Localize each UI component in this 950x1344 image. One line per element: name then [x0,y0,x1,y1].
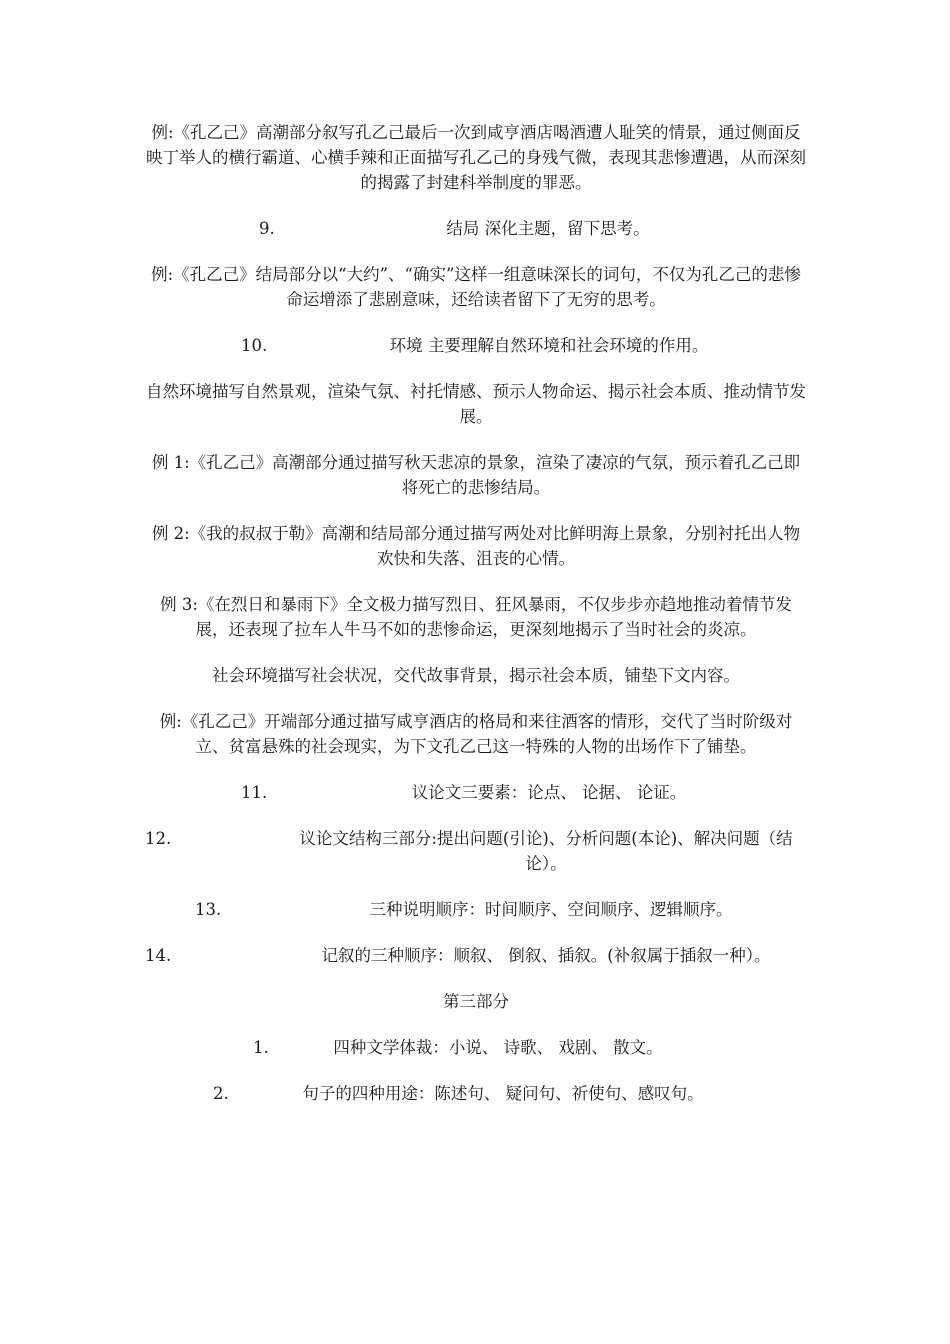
paragraph-kongyiji-climax: 例:《孔乙己》高潮部分叙写孔乙己最后一次到咸亨酒店喝酒遭人耻笑的情景，通过侧面反映丁举人的横行霸道、心横手辣和正面描写孔乙己的身残气微，表现其悲惨遭遇，从而深刻的揭露了封建科举制度的罪恶。 [146,123,806,192]
item-11 [145,780,807,805]
paragraph-example-1: 例 1:《孔乙己》高潮部分通过描写秋天悲凉的景象，渲染了凄凉的气氛，预示着孔乙己即将死亡的悲惨结局。 [151,453,801,497]
item-number: 11. [241,783,268,802]
item-number: 9. [259,219,275,238]
section-title: 第三部分 [443,992,509,1011]
paragraph-example-3: 例 3:《在烈日和暴雨下》全文极力描写烈日、狂风暴雨，不仅步步亦趋地推动着情节发展，还表现了拉车人牛马不如的悲惨命运，更深刻地揭示了当时社会的炎凉。 [160,595,792,639]
item-text: 议论文结构三部分:提出问题(引论)、分析问题(本论)、解决问题（结论）。 [299,829,793,873]
paragraph-example-2: 例 2:《我的叔叔于勒》高潮和结局部分通过描写两处对比鲜明海上景象，分别衬托出人物欢快和失落、沮丧的心情。 [151,524,801,568]
item-number: 10. [241,336,268,355]
paragraph-kongyiji-ending: 例:《孔乙己》结局部分以“大约”、“确实”这样一组意味深长的词句，不仅为孔乙己的悲惨命运增添了悲剧意味，还给读者留下了无穷的思考。 [151,265,801,309]
item-text: 议论文三要素：论点、 论据、 论证。 [411,783,687,802]
item-9 [145,216,807,241]
item-number: 1. [253,1038,269,1057]
item-text: 记叙的三种顺序：顺叙、 倒叙、插叙。(补叙属于插叙一种）。 [321,946,771,965]
item-12 [145,826,807,876]
item-text: 三种说明顺序：时间顺序、空间顺序、逻辑顺序。 [369,900,733,919]
document-page [145,120,807,1127]
item-number: 13. [195,900,222,919]
item-number: 12. [145,829,172,848]
paragraph-social-environment: 社会环境描写社会状况，交代故事背景，揭示社会本质，铺垫下文内容。 [212,666,740,685]
item-text: 环境 主要理解自然环境和社会环境的作用。 [389,336,709,355]
section3-item-1 [145,1035,807,1060]
item-number: 2. [213,1084,229,1103]
section3-item-2 [145,1081,807,1106]
item-number: 14. [145,946,172,965]
item-text: 句子的四种用途：陈述句、 疑问句、祈使句、感叹句。 [302,1084,704,1103]
paragraph-kongyiji-opening: 例:《孔乙己》开端部分通过描写咸亨酒店的格局和来往酒客的情形，交代了当时阶级对立、贫富悬殊的社会现实，为下文孔乙己这一特殊的人物的出场作下了铺垫。 [159,712,793,756]
item-14 [145,943,807,968]
item-10 [145,333,807,358]
item-text: 四种文学体裁：小说、 诗歌、 戏剧、 散文。 [333,1038,663,1057]
item-13 [145,897,807,922]
item-text: 结局 深化主题，留下思考。 [446,219,650,238]
paragraph-natural-environment: 自然环境描写自然景观，渲染气氛、衬托情感、预示人物命运、揭示社会本质、推动情节发展。 [146,382,806,426]
